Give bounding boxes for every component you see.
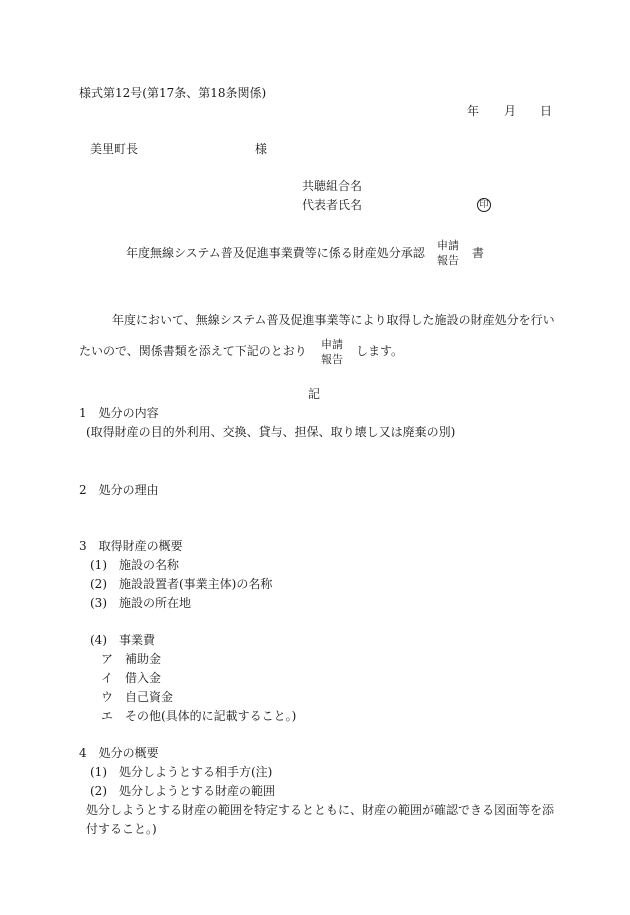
- representative-name-label: 代表者氏名: [302, 198, 363, 212]
- section-4-item-2: (2) 処分しようとする財産の範囲: [90, 784, 275, 798]
- body-apply-report-choice: [320, 337, 344, 367]
- association-name-label: 共聴組合名: [302, 179, 363, 193]
- date-day: 日: [540, 104, 553, 118]
- body-line-2: たいので、関係書類を添えて下記のとおり: [79, 344, 307, 358]
- section-4-note-line-1: 処分しようとする財産の範囲を特定するとともに、財産の範囲が確認できる図面等を添: [86, 803, 555, 817]
- date-month: 月: [504, 104, 517, 118]
- section-4-item-1: (1) 処分しようとする相手方(注): [90, 765, 273, 779]
- document-title: 年度無線システム普及促進事業費等に係る財産処分承認: [126, 246, 425, 260]
- ki-marker: 記: [308, 387, 321, 401]
- body-line-2-suffix: します。: [356, 344, 404, 358]
- date-year: 年: [467, 104, 480, 118]
- title-apply-report-choice: [436, 238, 460, 268]
- section-4-heading: 4 処分の概要: [79, 746, 159, 760]
- section-3-sub-a: ア 補助金: [101, 652, 162, 666]
- section-3-heading: 3 取得財産の概要: [79, 539, 183, 553]
- addressee-title: 美里町長: [90, 142, 139, 156]
- title-suffix: 書: [472, 246, 485, 260]
- title-option-apply: 申請: [437, 239, 459, 252]
- section-3-item-2: (2) 施設設置者(事業主体)の名称: [90, 577, 273, 591]
- title-option-report: 報告: [437, 254, 459, 267]
- section-3-item-1: (1) 施設の名称: [90, 558, 179, 572]
- section-3-sub-u: ウ 自己資金: [101, 690, 174, 704]
- section-1-note: (取得財産の目的外利用、交換、貸与、担保、取り壊し又は廃棄の別): [86, 425, 456, 439]
- form-number: 様式第12号(第17条、第18条関係): [79, 86, 267, 100]
- section-3-sub-i: イ 借入金: [101, 671, 162, 685]
- section-3-item-3: (3) 施設の所在地: [90, 596, 191, 610]
- body-option-report: 報告: [321, 353, 343, 366]
- section-3-sub-e: エ その他(具体的に記載すること。): [101, 709, 297, 723]
- section-1-heading: 1 処分の内容: [79, 406, 159, 420]
- section-2-heading: 2 処分の理由: [79, 483, 159, 497]
- seal-mark: 印: [477, 198, 491, 212]
- section-4-note-line-2: 付すること。): [86, 822, 157, 836]
- addressee-honorific: 様: [255, 142, 268, 156]
- body-option-apply: 申請: [321, 338, 343, 351]
- section-3-item-4: (4) 事業費: [90, 633, 155, 647]
- body-line-1: 年度において、無線システム普及促進事業等により取得した施設の財産処分を行い: [112, 313, 555, 327]
